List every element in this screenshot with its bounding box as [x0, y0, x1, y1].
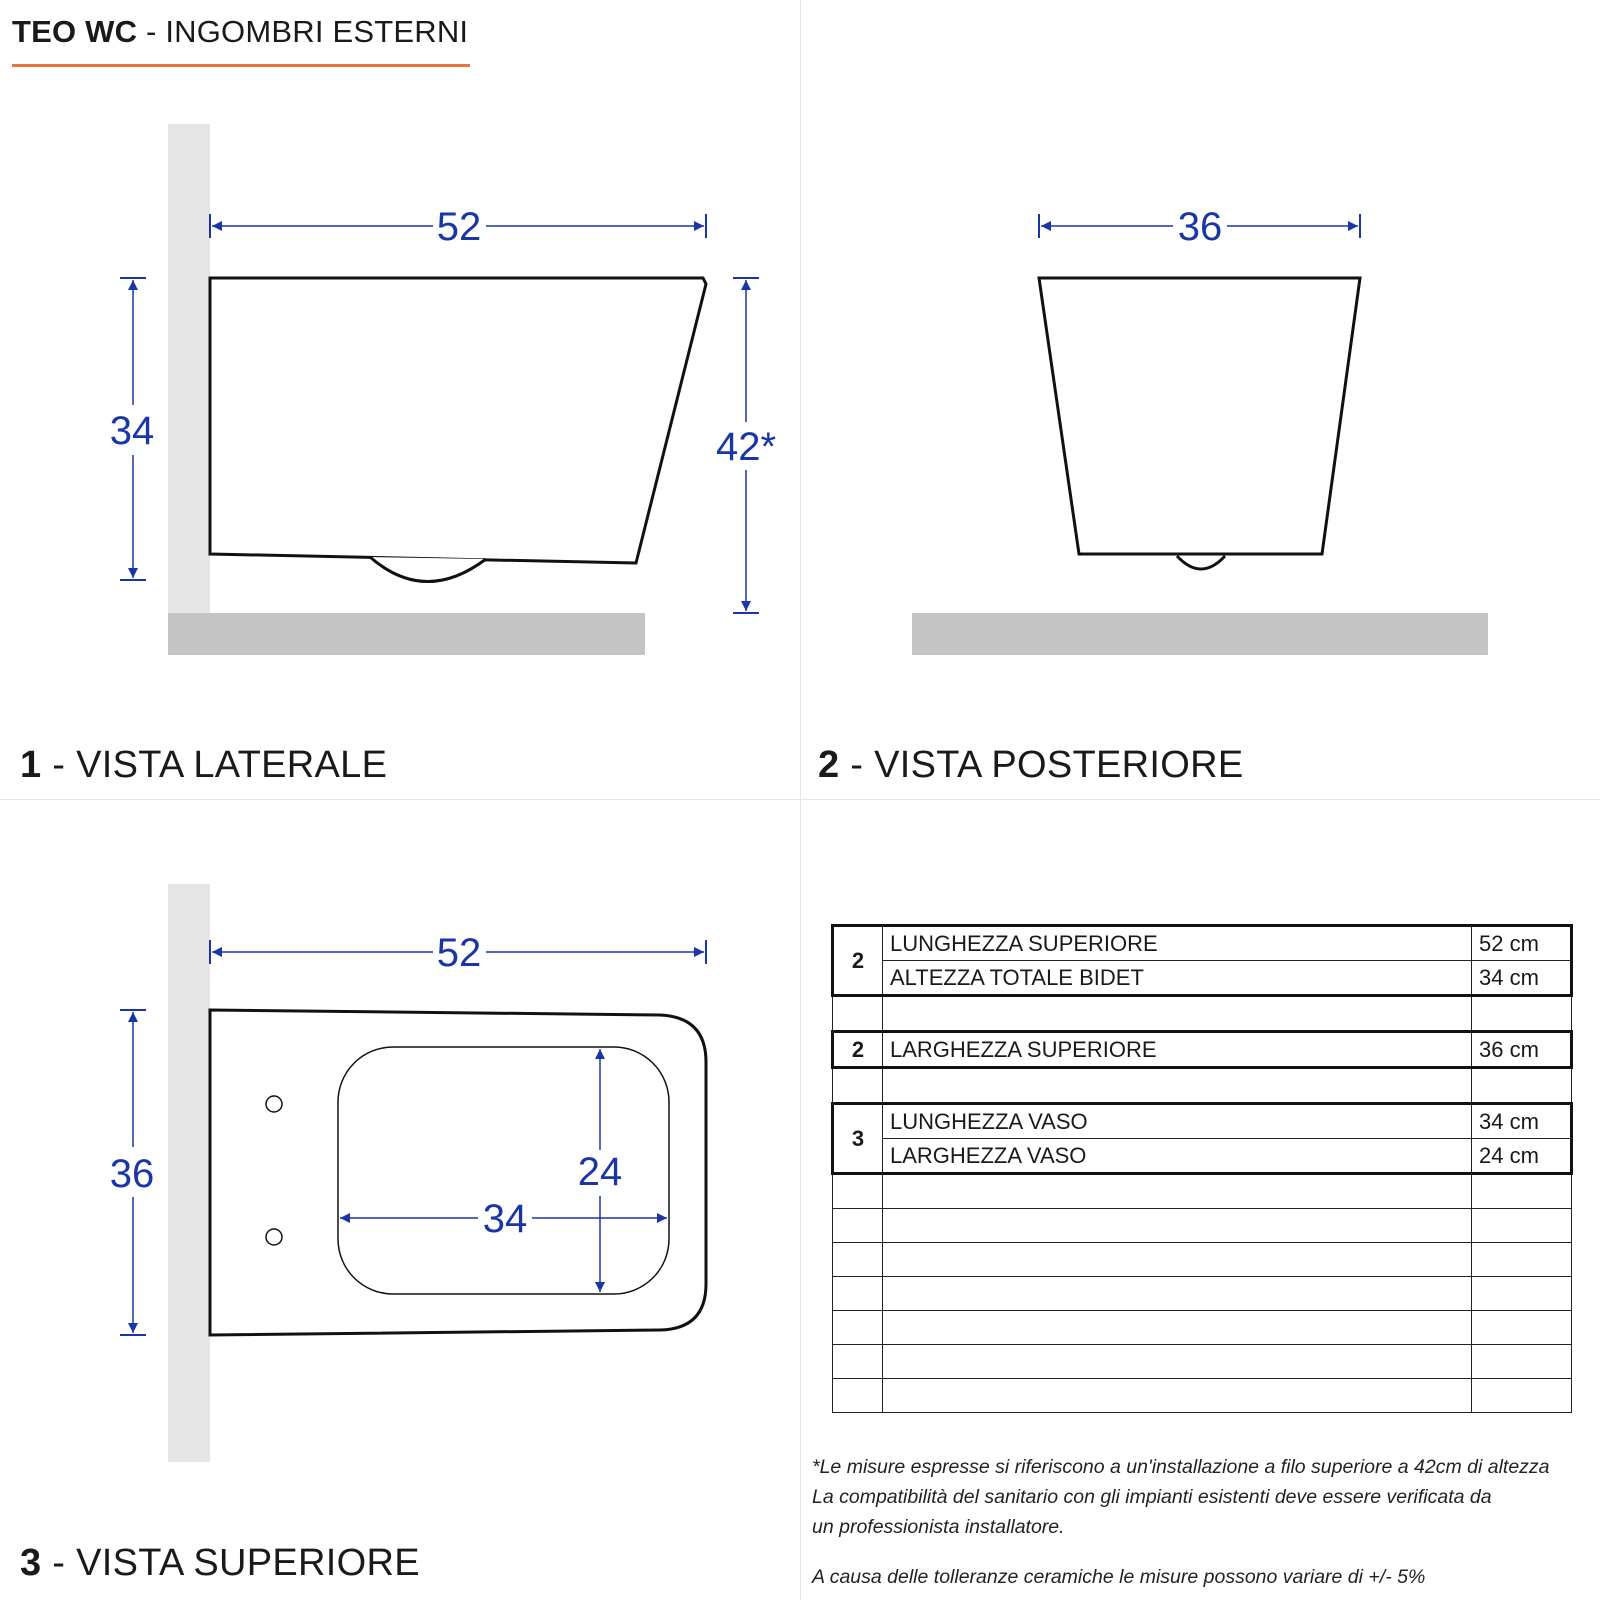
row-label: LUNGHEZZA VASO	[883, 1104, 1472, 1139]
rear-view	[912, 205, 1488, 655]
table-spacer	[833, 1068, 1572, 1104]
top-view	[110, 884, 706, 1462]
row-value: 34 cm	[1472, 961, 1572, 996]
view-label-side	[20, 744, 387, 787]
table-spacer	[833, 996, 1572, 1032]
top-length-label: 52	[436, 931, 482, 975]
note-installation: *Le misure espresse si riferiscono a un'installazione a filo superiore a 42cm di altezza	[812, 1456, 1550, 1478]
row-value: 24 cm	[1472, 1139, 1572, 1174]
view-title: - VISTA POSTERIORE	[839, 744, 1244, 786]
top-width-label: 36	[109, 1152, 155, 1196]
view-number: 1	[20, 744, 42, 786]
view-label-rear	[818, 744, 1244, 787]
table-row-empty	[833, 996, 1572, 1032]
view-label-top	[20, 1542, 420, 1585]
table-row-empty	[833, 1243, 1572, 1277]
bowl-width-label: 24	[577, 1150, 623, 1194]
rear-width-label: 36	[1177, 205, 1223, 249]
note-installer: un professionista installatore.	[812, 1516, 1065, 1538]
note-compatibility: La compatibilità del sanitario con gli impianti esistenti deve essere verificata da	[812, 1486, 1492, 1508]
bowl-length-label: 34	[482, 1197, 528, 1241]
rear-view-floor	[912, 613, 1488, 655]
table-row-empty	[833, 1345, 1572, 1379]
row-group: 2	[833, 1032, 883, 1068]
total-height-label: 42*	[715, 425, 777, 469]
table-row	[833, 1104, 1572, 1139]
title-product: TEO WC	[12, 14, 138, 49]
table-row-empty	[833, 1311, 1572, 1345]
side-view-body	[210, 278, 706, 563]
table-row-empty	[833, 1068, 1572, 1104]
table-empty-rows	[833, 1174, 1572, 1413]
table-block	[833, 926, 1572, 996]
table-row-empty	[833, 1379, 1572, 1413]
seat-hole-icon	[266, 1229, 282, 1245]
table-row-empty	[833, 1209, 1572, 1243]
row-group: 3	[833, 1104, 883, 1174]
side-view-floor	[168, 613, 645, 655]
row-label: LARGHEZZA SUPERIORE	[883, 1032, 1472, 1068]
view-number: 2	[818, 744, 840, 786]
side-length-label: 52	[436, 205, 482, 249]
side-view-flush-pipe	[370, 557, 486, 582]
rear-view-body	[1039, 278, 1360, 554]
table-block	[833, 1032, 1572, 1068]
table-row-empty	[833, 1174, 1572, 1209]
table-row	[833, 1032, 1572, 1068]
dimensions-table	[831, 924, 1573, 1413]
title-subtitle: - INGOMBRI ESTERNI	[137, 14, 469, 49]
row-value: 52 cm	[1472, 926, 1572, 961]
table-row-empty	[833, 1277, 1572, 1311]
rear-view-flush-pipe	[1177, 556, 1225, 569]
table-row	[833, 1139, 1572, 1174]
row-label: LARGHEZZA VASO	[883, 1139, 1472, 1174]
table-block	[833, 1104, 1572, 1174]
row-label: LUNGHEZZA SUPERIORE	[883, 926, 1472, 961]
view-title: - VISTA SUPERIORE	[41, 1542, 420, 1584]
row-group: 2	[833, 926, 883, 996]
top-view-wall	[168, 884, 210, 1462]
footnotes	[812, 1452, 1550, 1592]
side-view	[110, 124, 776, 655]
row-value: 34 cm	[1472, 1104, 1572, 1139]
row-label: ALTEZZA TOTALE BIDET	[883, 961, 1472, 996]
row-value: 36 cm	[1472, 1032, 1572, 1068]
view-number: 3	[20, 1542, 42, 1584]
side-view-wall	[168, 124, 210, 654]
note-tolerance: A causa delle tolleranze ceramiche le misure possono variare di +/- 5%	[812, 1566, 1426, 1588]
seat-hole-icon	[266, 1096, 282, 1112]
table-row	[833, 926, 1572, 961]
view-title: - VISTA LATERALE	[41, 744, 388, 786]
side-height-label: 34	[109, 409, 155, 453]
table-row	[833, 961, 1572, 996]
